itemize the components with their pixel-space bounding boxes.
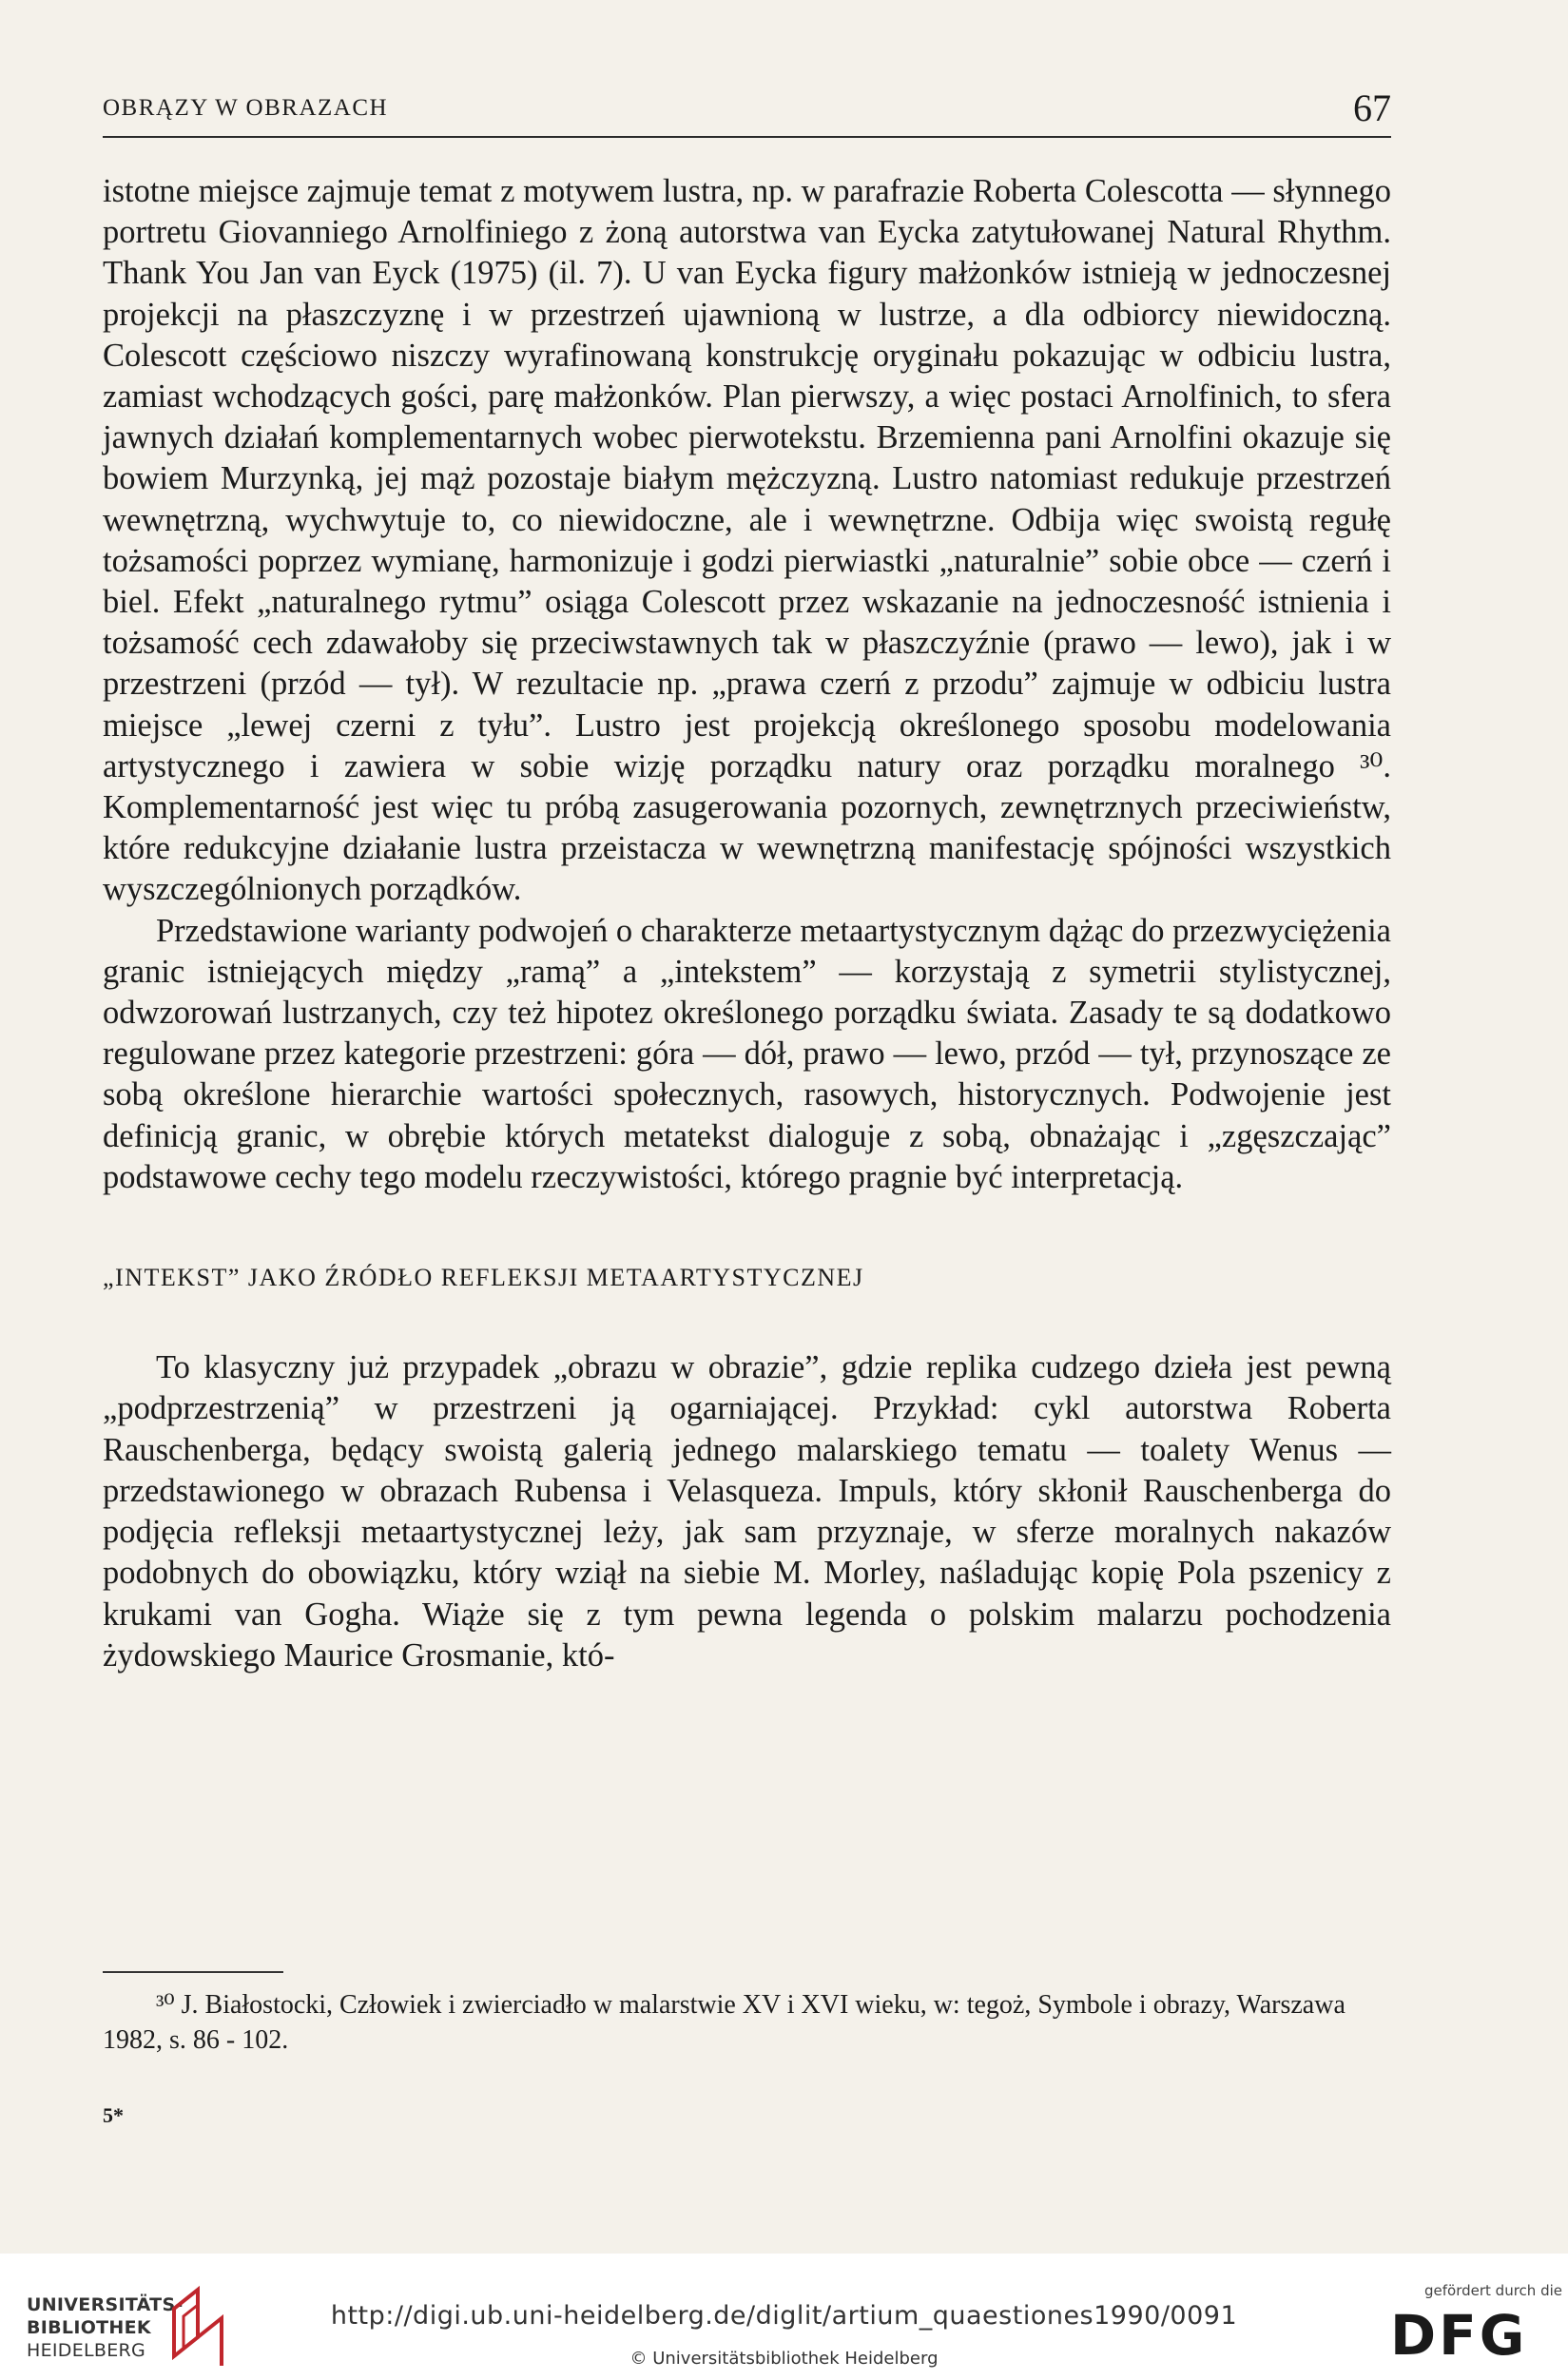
header-rule (103, 136, 1391, 138)
library-line-3: HEIDELBERG (27, 2340, 146, 2361)
dfg-logo[interactable]: DFG (1390, 2303, 1528, 2368)
footnote-30: ³⁰ J. Białostocki, Człowiek i zwierciadło w malarstwie XV i XVI wieku, w: tegoż, Symbole i obrazy, Warszawa 1982, s. 86 - 102. (103, 1990, 1345, 2055)
library-line-2: BIBLIOTHEK (27, 2317, 151, 2338)
paragraph-2: Przedstawione warianty podwojeń o charakterze metaartystycznym dążąc do przezwyciężenia granic istniejących między „ramą” a „intekstem” — korzystają z symetrii stylistycznej, odwzorowań lustrzanych, czy też hipotez określonego porządku świata. Zasady te są dodatkowo regulowane przez kategorie przestrzeni: góra — dół, prawo — lewo, przód — tył, przynoszące ze sobą określone hierarchie wartości społecznych, rasowych, historycznych. Podwojenie jest definicją granic, w obrębie których metatekst dialoguje z sobą, obnażając i „zgęszczając” podstawowe cechy tego modelu rzeczywistości, którego pragnie być interpretacją. (103, 912, 1391, 1195)
body-text (103, 171, 1391, 1676)
funding-note: gefördert durch die (1424, 2282, 1562, 2299)
paragraph-3: To klasyczny już przypadek „obrazu w obrazie”, gdzie replika cudzego dzieła jest pewną „podprzestrzenią” w przestrzeni ją ogarniającej. Przykład: cykl autorstwa Roberta Rauschenberga, będący swoistą galerią jednego malarskiego tematu — toalety Wenus — przedstawionego w obrazach Rubensa i Velasqueza. Impuls, który skłonił Rauschenberga do podjęcia refleksji metaartystycznej leży, jak sam przyznaje, w sferze moralnych nakazów podobnych do obowiązku, który wziął na siebie M. Morley, naśladując kopię Pola pszenicy z krukami van Gogha. Wiąże się z tym pewna legenda o polskim malarzu pochodzenia żydowskiego Maurice Grosmanie, któ- (103, 1349, 1391, 1674)
paragraph-1: istotne miejsce zajmuje temat z motywem lustra, np. w parafrazie Roberta Colescotta — słynnego portretu Giovanniego Arnolfiniego z żoną autorstwa van Eycka zatytułowanej Natural Rhythm. Thank You Jan van Eyck (1975) (il. 7). U van Eycka figury małżonków istnieją w jednoczesnej projekcji na płaszczyznę i w przestrzeń ujawnioną w lustrze, a dla odbiorcy niewidoczną. Colescott częściowo niszczy wyrafinowaną konstrukcję oryginału pokazując w odbiciu lustra, zamiast wchodzących gości, parę małżonków. Plan pierwszy, a więc postaci Arnolfinich, to sfera jawnych działań komplementarnych wobec pierwotekstu. Brzemienna pani Arnolfini okazuje się bowiem Murzynką, jej mąż pozostaje białym mężczyzną. Lustro natomiast redukuje przestrzeń wewnętrzną, wychwytuje to, co niewidoczne, ale i wewnętrzne. Odbija więc swoistą regułę tożsamości poprzez wymianę, harmonizuje i godzi pierwiastki „naturalnie” sobie obce — czerń i biel. Efekt „naturalnego rytmu” osiąga Colescott przez wskazanie na jednoczesność istnienia i tożsamość cech zdawałoby się przeciwstawnych tak w płaszczyźnie (prawo — lewo), jak i w przestrzeni (przód — tył). W rezultacie np. „prawa czerń z przodu” zajmuje w odbiciu lustra miejsce „lewej czerni z tyłu”. Lustro jest projekcją określonego sposobu modelowania artystycznego i zawiera w sobie wizję porządku natury oraz porządku moralnego ³⁰. Komplementarność jest więc tu próbą zasugerowania pozornych, zewnętrznych przeciwieństw, które redukcyjne działanie lustra przeistacza w wewnętrzną manifestację spójności wszystkich wyszczególnionych porządków. (103, 173, 1391, 908)
section-heading: „INTEKST” JAKO ŹRÓDŁO REFLEKSJI METAARTYSTYCZNEJ (103, 1264, 864, 1292)
permalink[interactable]: http://digi.ub.uni-heidelberg.de/diglit/artium_quaestiones1990/0091 (330, 2301, 1238, 2331)
library-line-1: UNIVERSITÄTS- (27, 2294, 184, 2315)
running-head-title: OBRĄZY W OBRAZACH (103, 95, 389, 121)
footnote (103, 1987, 1391, 2058)
page-number: 67 (1353, 87, 1391, 129)
running-head (103, 86, 1391, 133)
footnote-rule (103, 1971, 283, 1973)
signature-mark: 5* (103, 2103, 124, 2127)
digitization-footer (0, 2254, 1568, 2380)
copyright-notice: © Universitätsbibliothek Heidelberg (629, 2349, 939, 2369)
